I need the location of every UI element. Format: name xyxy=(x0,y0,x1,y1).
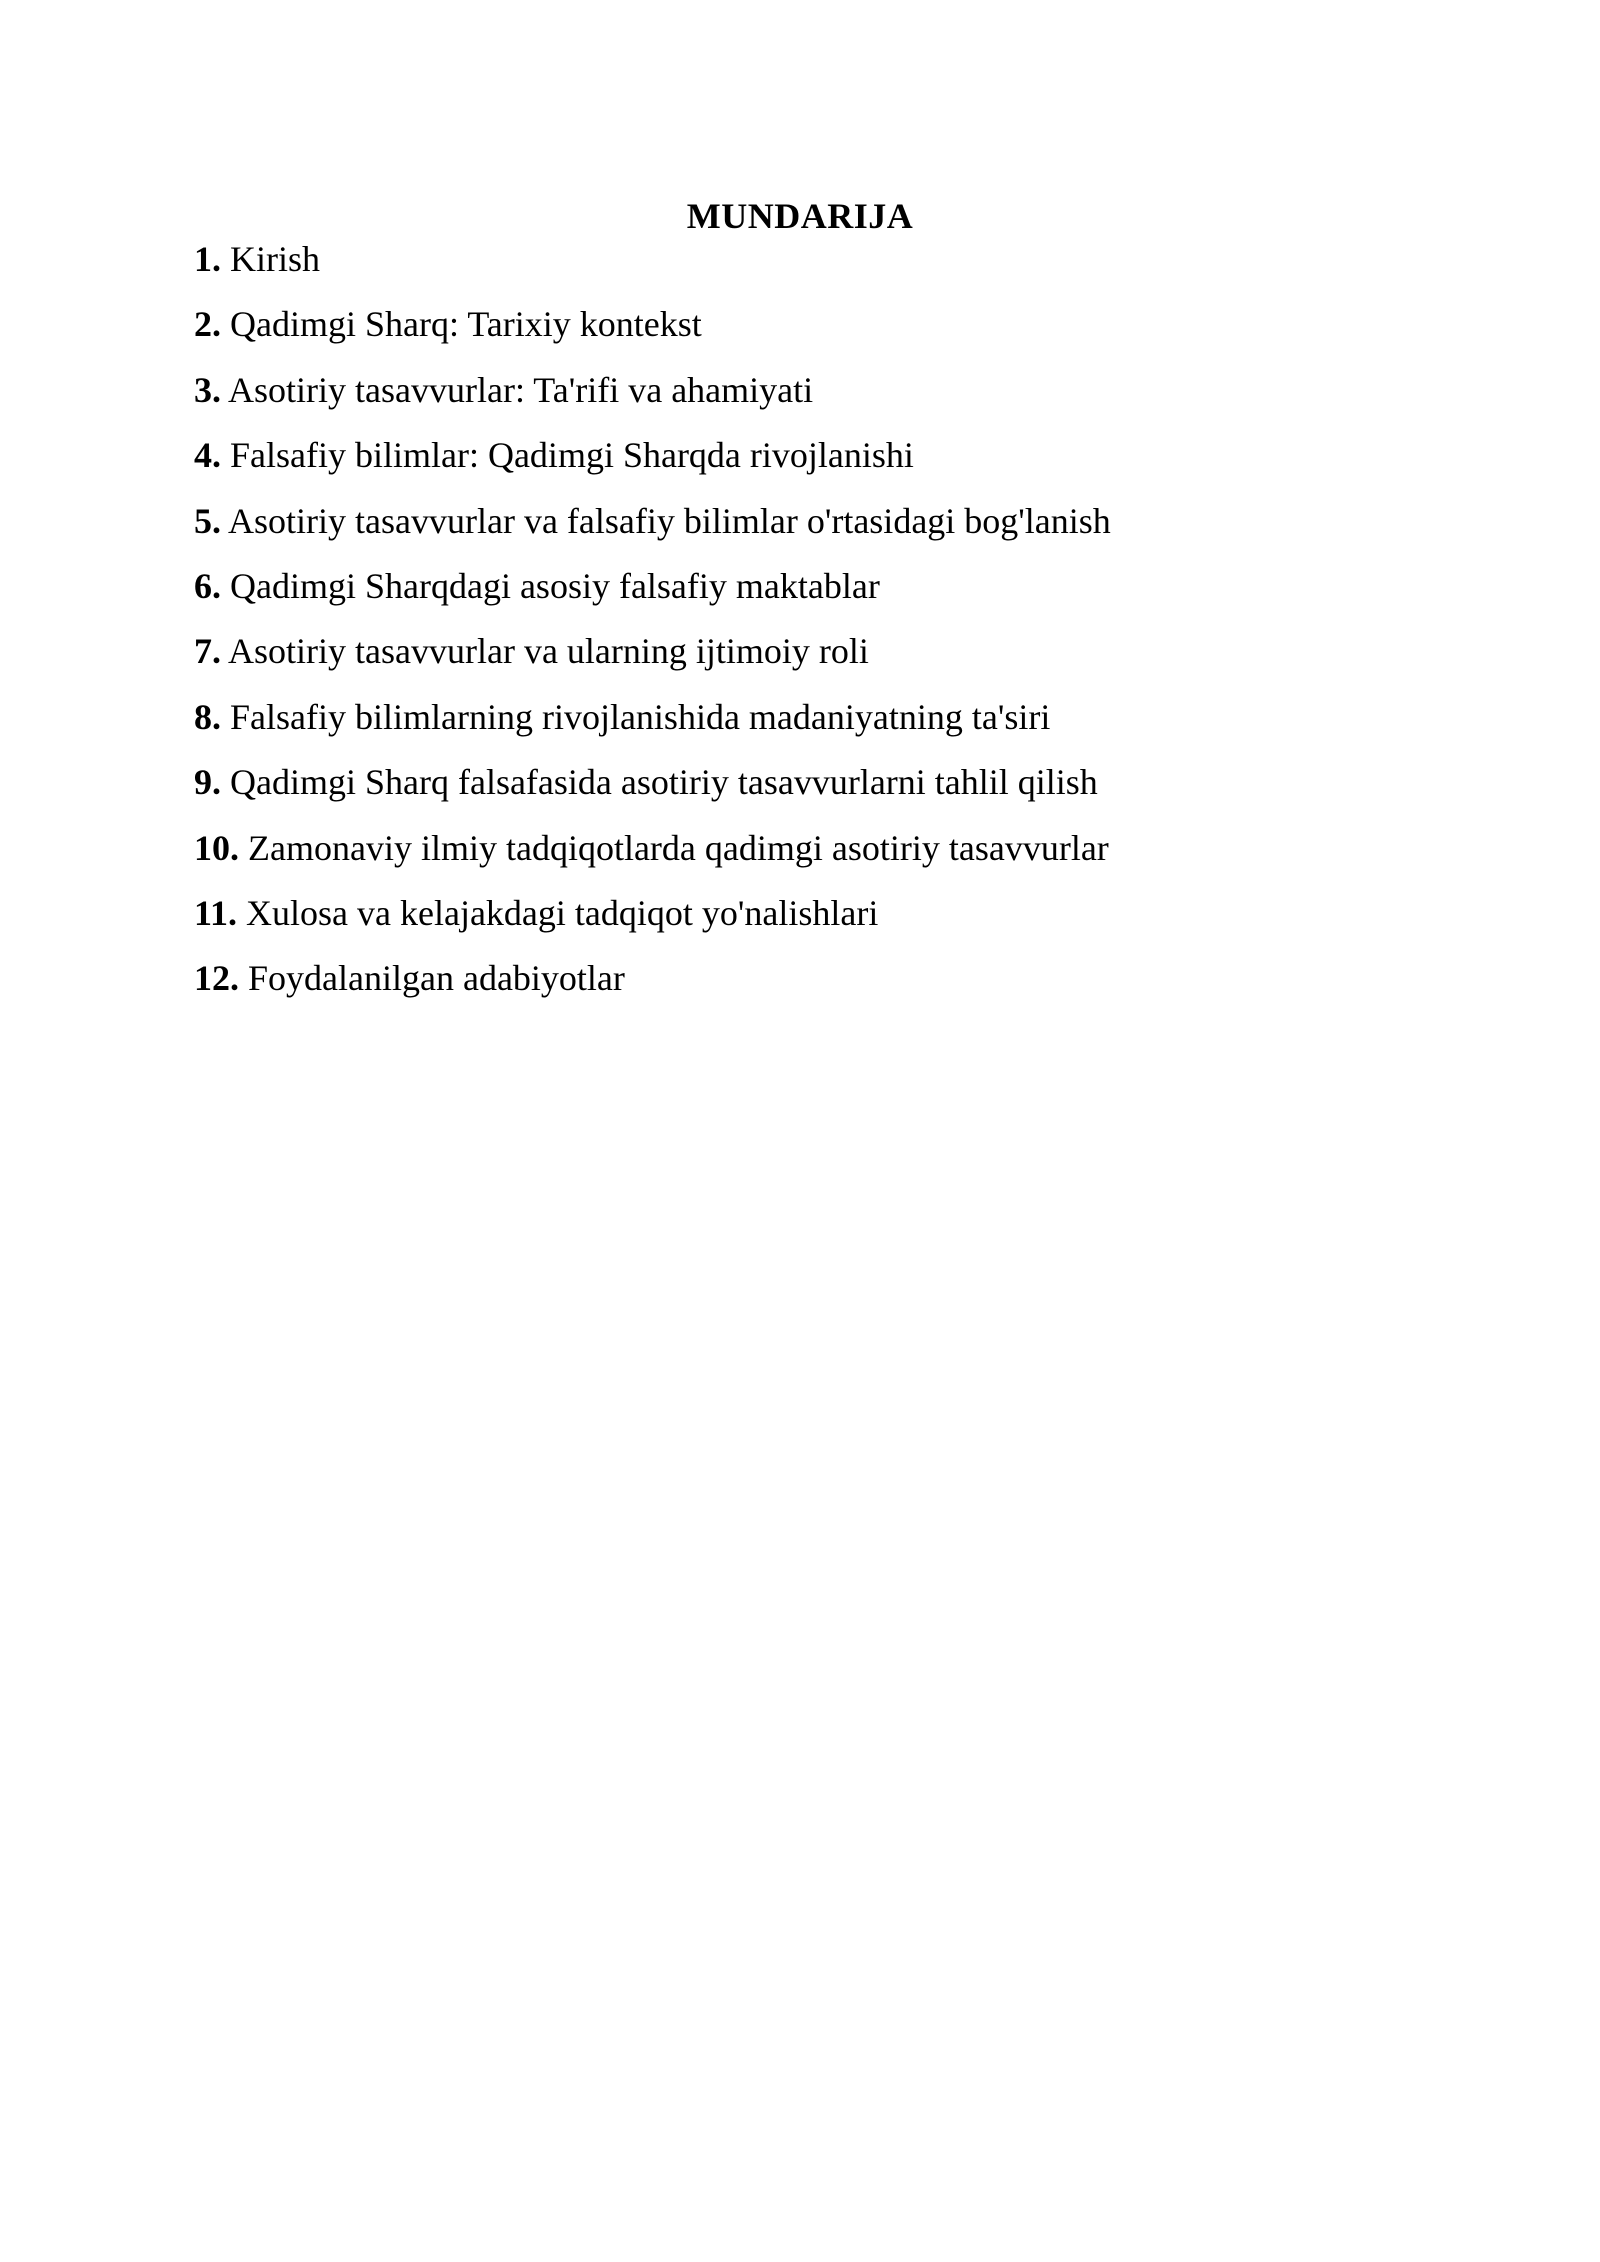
toc-item-number: 6. xyxy=(194,565,221,606)
toc-item-text: Kirish xyxy=(230,239,320,279)
toc-item-text: Asotiriy tasavvurlar va ularning ijtimoiy roli xyxy=(228,631,869,672)
toc-item-text: Falsafiy bilimlar: Qadimgi Sharqda rivojlanishi xyxy=(230,435,914,476)
toc-item xyxy=(194,499,1444,543)
toc-item xyxy=(194,368,1444,412)
toc-item-number: 11. xyxy=(194,892,238,933)
toc-item xyxy=(194,891,1444,935)
toc-item-text: Falsafiy bilimlarning rivojlanishida madaniyatning ta'siri xyxy=(230,696,1051,737)
toc-item xyxy=(194,302,1444,346)
toc-item-text: Qadimgi Sharq: Tarixiy kontekst xyxy=(230,304,702,345)
toc-item xyxy=(194,564,1444,608)
toc-item-number: 12. xyxy=(194,958,239,999)
toc-item-number: 5. xyxy=(194,500,221,541)
toc-item-number: 2. xyxy=(194,304,221,345)
toc-item xyxy=(194,695,1444,739)
toc-item xyxy=(194,760,1444,804)
toc-item-text: Zamonaviy ilmiy tadqiqotlarda qadimgi asotiriy tasavvurlar xyxy=(248,827,1109,868)
toc-item-text: Xulosa va kelajakdagi tadqiqot yo'nalishlari xyxy=(246,892,879,933)
toc-item-text: Asotiriy tasavvurlar va falsafiy bilimlar o'rtasidagi bog'lanish xyxy=(228,500,1111,541)
toc-item-number: 9. xyxy=(194,762,221,803)
toc-item xyxy=(194,826,1444,870)
toc-item xyxy=(194,237,1444,281)
toc-item-number: 10. xyxy=(194,827,239,868)
toc-item-number: 7. xyxy=(194,631,221,672)
toc-item xyxy=(194,629,1444,673)
toc-item-number: 4. xyxy=(194,435,221,476)
toc-item xyxy=(194,956,1444,1000)
toc-title: MUNDARIJA xyxy=(686,196,914,236)
table-of-contents xyxy=(194,237,1444,1022)
toc-item-number: 3. xyxy=(194,369,221,410)
toc-item-number: 1. xyxy=(194,239,221,279)
toc-item xyxy=(194,433,1444,477)
toc-item-text: Qadimgi Sharq falsafasida asotiriy tasavvurlarni tahlil qilish xyxy=(230,762,1098,803)
toc-item-text: Asotiriy tasavvurlar: Ta'rifi va ahamiyati xyxy=(228,369,814,410)
toc-item-number: 8. xyxy=(194,696,221,737)
toc-item-text: Qadimgi Sharqdagi asosiy falsafiy maktablar xyxy=(230,565,880,606)
toc-item-text: Foydalanilgan adabiyotlar xyxy=(248,958,625,999)
